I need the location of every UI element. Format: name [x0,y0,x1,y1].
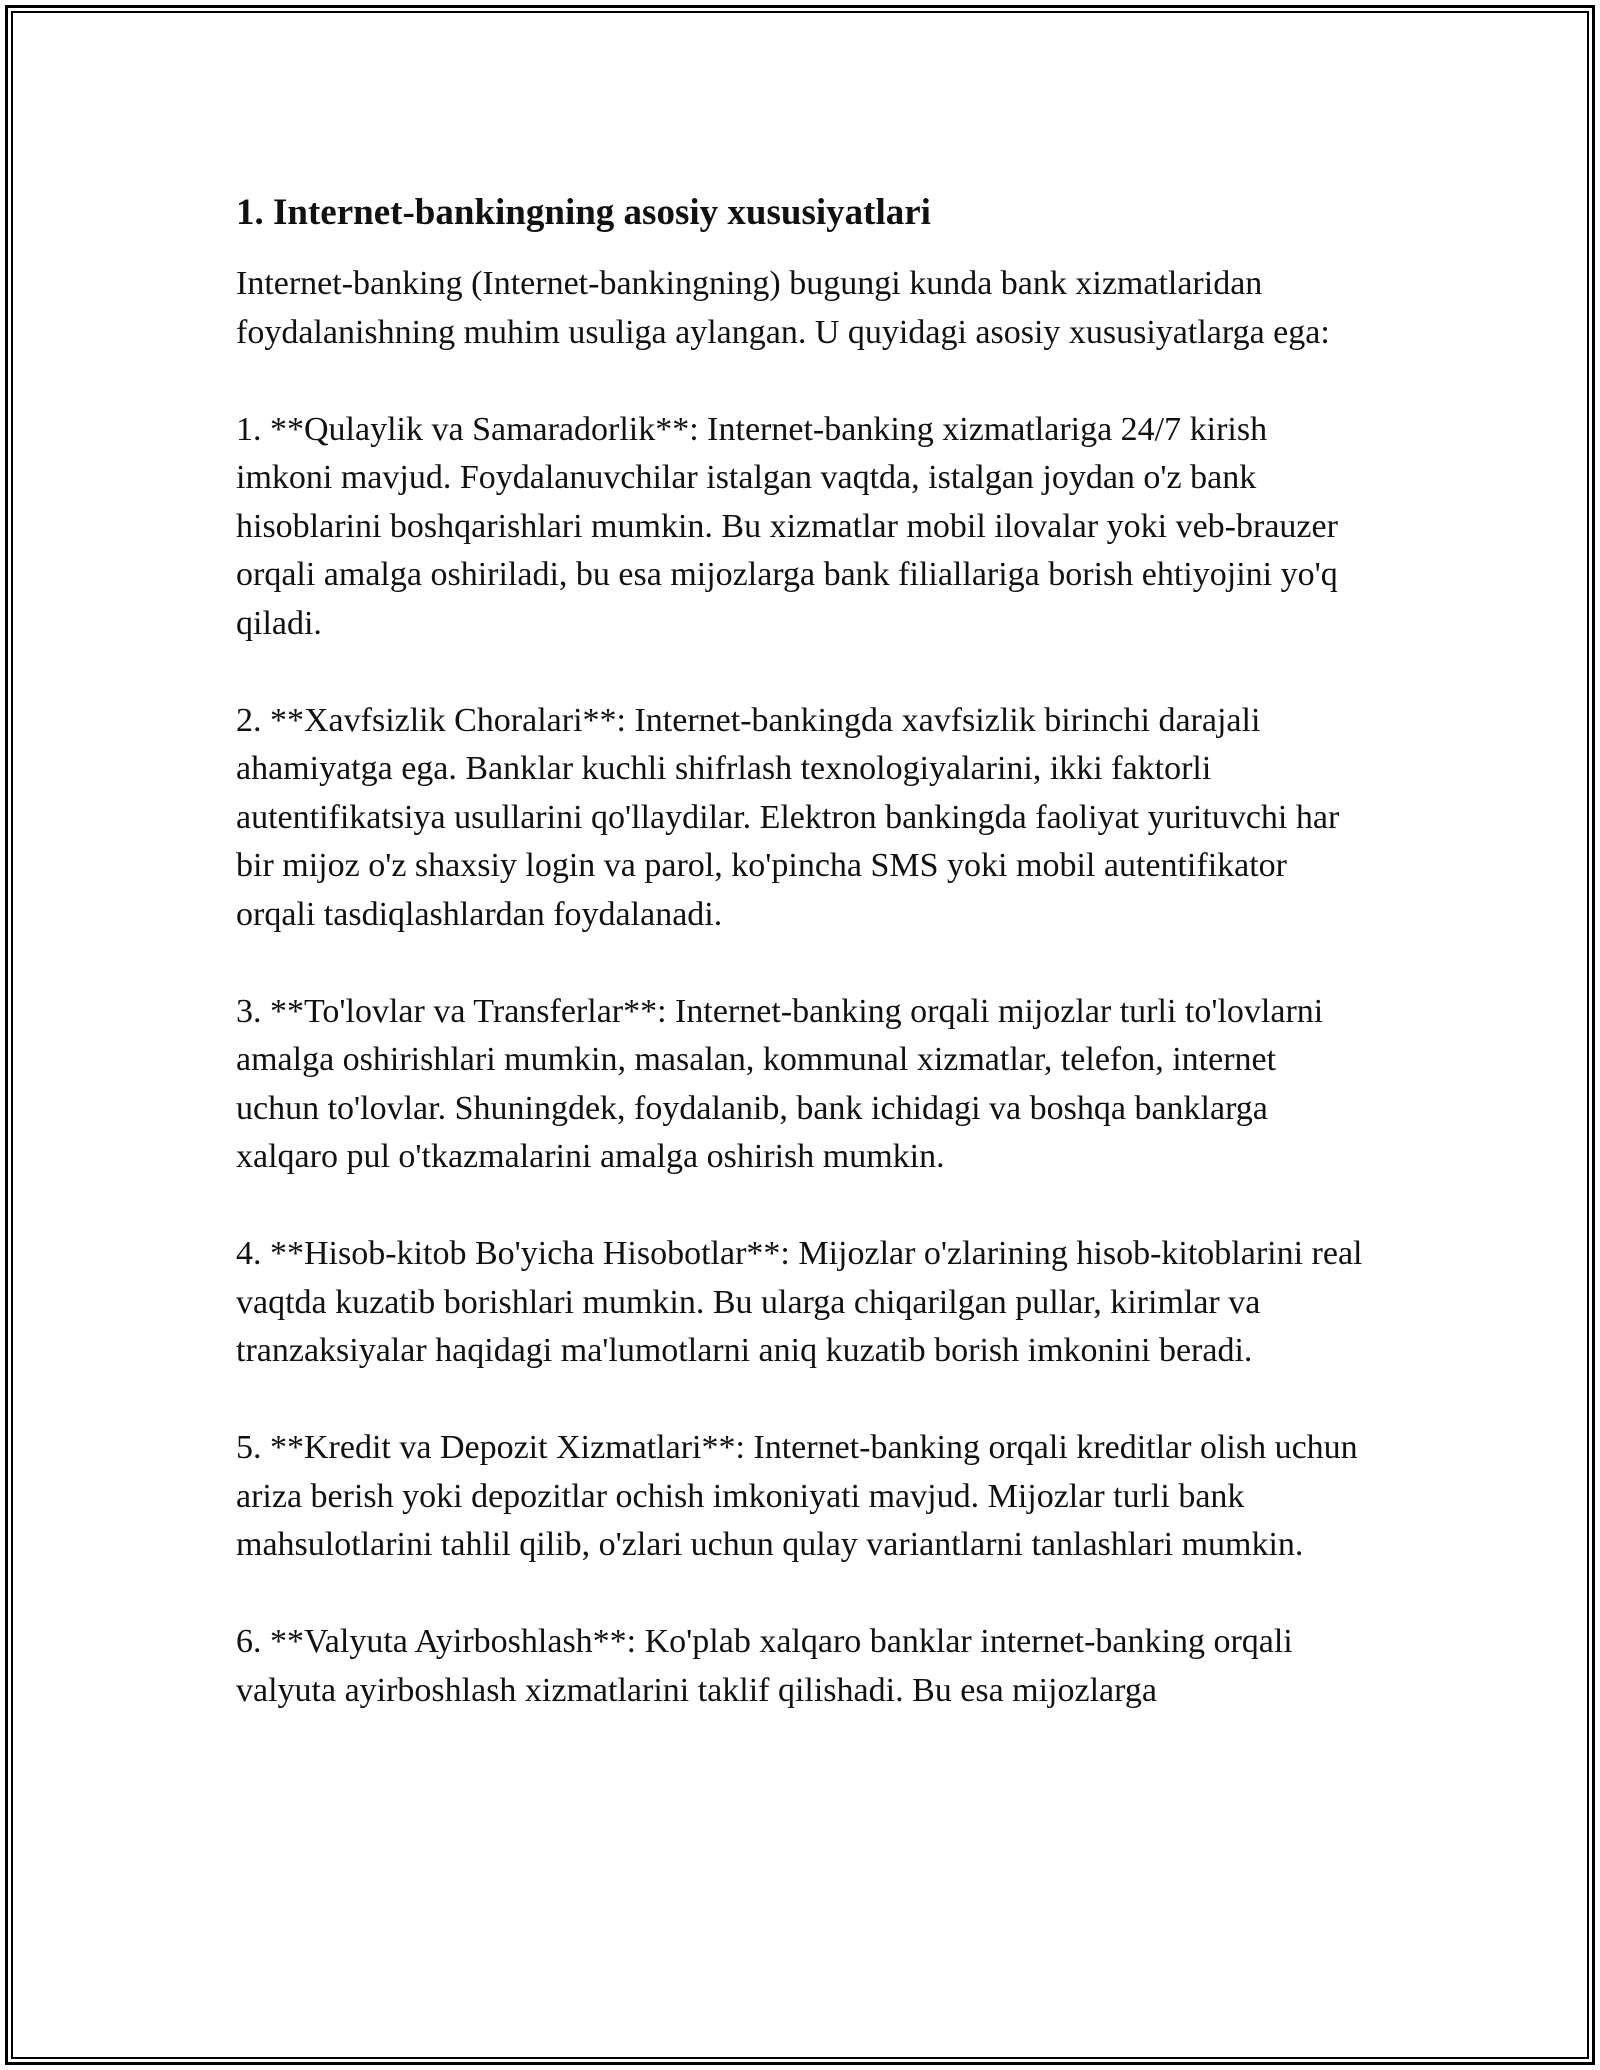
paragraph-reports: 4. **Hisob-kitob Bo'yicha Hisobotlar**: Mijozlar o'zlarining hisob-kitoblarini real vaqtda kuzatib borishlari mumkin. Bu ularga chiqarilgan pullar, kirimlar va tranzaksiyalar haqidagi ma'lumotlarni aniq kuzatib borish imkonini beradi. [236,1235,1363,1369]
paragraph-credit-deposit: 5. **Kredit va Depozit Xizmatlari**: Internet-banking orqali kreditlar olish uchun ariza berish yoki depozitlar ochish imkoniyati mavjud. Mijozlar turli bank mahsulotlarini tahlil qilib, o'zlari uchun qulay variantlarni tanlashlari mumkin. [236,1429,1358,1563]
paragraph-convenience: 1. **Qulaylik va Samaradorlik**: Internet-banking xizmatlariga 24/7 kirish imkoni mavjud. Foydalanuvchilar istalgan vaqtda, istalgan joydan o'z bank hisoblarini boshqarishlari mumkin. Bu xizmatlar mobil ilovalar yoki veb-brauzer orqali amalga oshiriladi, bu esa mijozlarga bank filiallariga borish ehtiyojini yo'q qiladi. [236,410,1338,642]
paragraph-payments: 3. **To'lovlar va Transferlar**: Internet-banking orqali mijozlar turli to'lovlarni amalga oshirishlari mumkin, masalan, kommunal xizmatlar, telefon, internet uchun to'lovlar. Shuningdek, foydalanib, bank ichidagi va boshqa banklarga xalqaro pul o'tkazmalarini amalga oshirish mumkin. [236,992,1324,1175]
intro-paragraph: Internet-banking (Internet-bankingning) bugungi kunda bank xizmatlaridan foydalanishning muhim usuliga aylangan. U quyidagi asosiy xususiyatlarga ega: [236,265,1330,351]
paragraph-currency-exchange: 6. **Valyuta Ayirboshlash**: Ko'plab xalqaro banklar internet-banking orqali valyuta ayirboshlash xizmatlarini taklif qilishadi. Bu esa mijozlarga [236,1623,1293,1709]
document-body [236,188,1366,1764]
paragraph-security: 2. **Xavfsizlik Choralari**: Internet-bankingda xavfsizlik birinchi darajali ahamiyatga ega. Banklar kuchli shifrlash texnologiyalarini, ikki faktorli autentifikatsiya usullarini qo'llaydilar. Elektron bankingda faoliyat yurituvchi har bir mijoz o'z shaxsiy login va parol, ko'pincha SMS yoki mobil autentifikator orqali tasdiqlashlardan foydalanadi. [236,701,1340,933]
document-title: 1. Internet-bankingning asosiy xususiyatlari [236,192,931,233]
